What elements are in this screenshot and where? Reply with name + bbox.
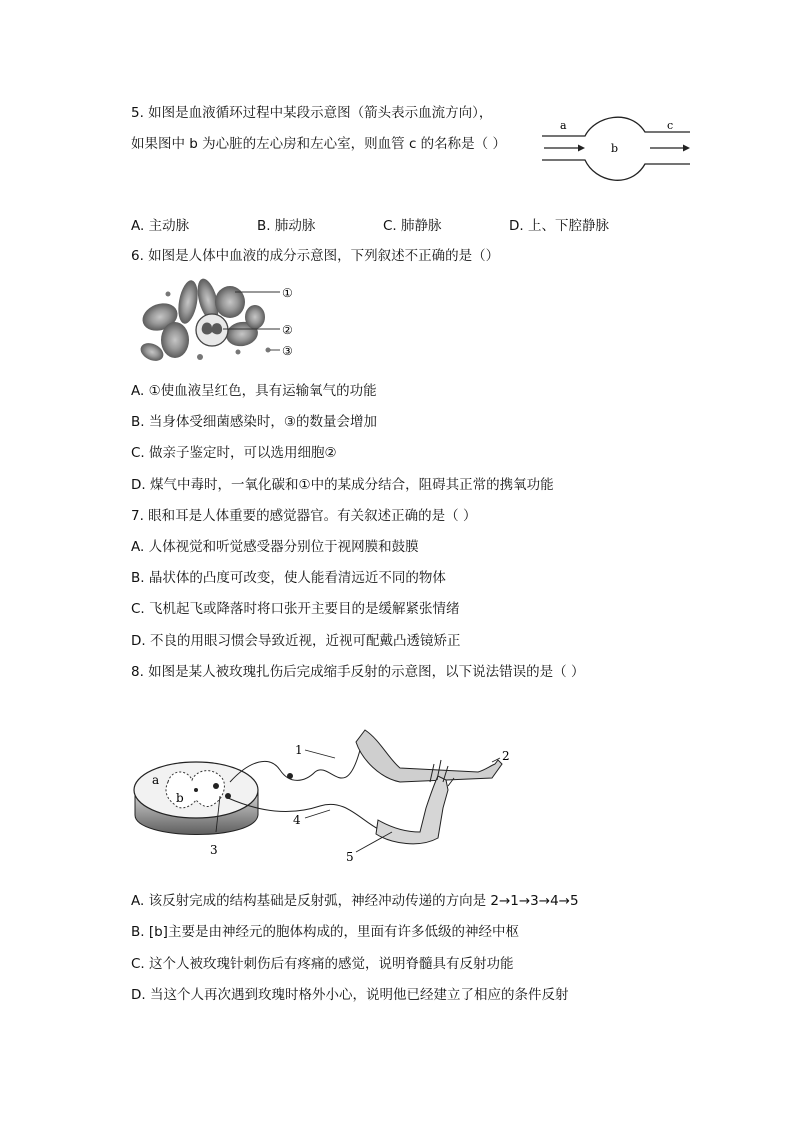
q8-leader-4	[305, 810, 330, 818]
q6-red-cell	[175, 279, 200, 325]
q6-red-cell	[215, 286, 245, 318]
q6-blood-cells-diagram	[130, 272, 310, 372]
q7-option-d: D. 不良的用眼习惯会导致近视，近视可配戴凸透镜矫正	[131, 633, 461, 649]
q5-vessel-outline-bottom	[542, 160, 690, 180]
q5-label-a: a	[560, 119, 567, 132]
q6-option-c: C. 做亲子鉴定时，可以选用细胞②	[131, 445, 337, 461]
q6-option-d: D. 煤气中毒时，一氧化碳和①中的某成分结合，阻碍其正常的携氧功能	[131, 477, 554, 493]
q5-arrow-right-head	[683, 145, 690, 152]
q5-circulation-diagram	[540, 110, 695, 190]
q8-option-c: C. 这个人被玫瑰针刺伤后有疼痛的感觉，说明脊髓具有反射功能	[131, 956, 514, 972]
q5-label-b: b	[611, 142, 619, 155]
q7-option-b: B. 晶状体的凸度可改变，使人能看清远近不同的物体	[131, 570, 446, 586]
q5-stem-line1: 5. 如图是血液循环过程中某段示意图（箭头表示血流方向），	[131, 105, 493, 121]
q6-option-a: A. ①使血液呈红色，具有运输氧气的功能	[131, 383, 377, 399]
q6-stem: 6. 如图是人体中血液的成分示意图，下列叙述不正确的是（）	[131, 248, 500, 264]
q6-option-b: B. 当身体受细菌感染时，③的数量会增加	[131, 414, 377, 430]
q8-label-b: b	[176, 791, 184, 805]
q5-option-d: D. 上、下腔静脉	[509, 218, 609, 234]
q8-lower-arm	[376, 776, 448, 844]
q8-option-b: B. [b]主要是由神经元的胞体构成的，里面有许多低级的神经中枢	[131, 924, 519, 940]
q5-arrow-left-head	[578, 145, 585, 152]
q8-reflex-arc-diagram	[130, 720, 530, 865]
q6-red-cell	[161, 322, 189, 358]
q8-label-4: 4	[293, 813, 301, 827]
q6-red-cell	[245, 305, 265, 329]
q8-leader-5	[356, 832, 392, 852]
q8-label-a: a	[152, 773, 160, 787]
q8-label-1: 1	[295, 743, 303, 757]
q8-label-3: 3	[210, 843, 218, 857]
q6-platelet	[266, 348, 271, 353]
q6-platelet	[236, 350, 241, 355]
q8-option-d: D. 当这个人再次遇到玫瑰时格外小心，说明他已经建立了相应的条件反射	[131, 987, 569, 1003]
q5-option-c: C. 肺静脉	[383, 218, 442, 234]
q8-option-a: A. 该反射完成的结构基础是反射弧，神经冲动传递的方向是 2→1→3→4→5	[131, 893, 579, 909]
q8-leader-1	[305, 750, 335, 758]
q5-stem-line2: 如果图中 b 为心脏的左心房和左心室，则血管 c 的名称是（ ）	[131, 136, 506, 152]
q8-upper-arm	[356, 730, 502, 782]
q5-option-b: B. 肺动脉	[257, 218, 316, 234]
q6-platelet	[166, 292, 171, 297]
q8-ganglion	[287, 773, 293, 779]
q5-option-a: A. 主动脉	[131, 218, 190, 234]
q6-label-1: ①	[282, 286, 293, 300]
q6-platelet	[197, 354, 203, 360]
q8-stem: 8. 如图是某人被玫瑰扎伤后完成缩手反射的示意图，以下说法错误的是（ ）	[131, 664, 585, 680]
q7-option-a: A. 人体视觉和听觉感受器分别位于视网膜和鼓膜	[131, 539, 419, 555]
q7-stem: 7. 眼和耳是人体重要的感觉器官。有关叙述正确的是（ ）	[131, 508, 477, 524]
q6-label-3: ③	[282, 344, 293, 358]
q8-center-canal	[194, 788, 198, 792]
q8-neuron-body	[213, 783, 219, 789]
q7-option-c: C. 飞机起飞或降落时将口张开主要目的是缓解紧张情绪	[131, 601, 460, 617]
q5-label-c: c	[667, 119, 674, 132]
q8-label-5: 5	[346, 850, 354, 864]
q8-label-2: 2	[502, 749, 510, 763]
q6-label-2: ②	[282, 323, 293, 337]
